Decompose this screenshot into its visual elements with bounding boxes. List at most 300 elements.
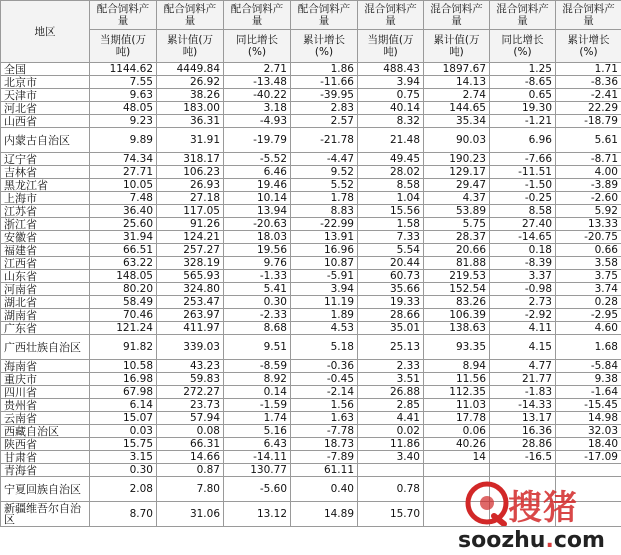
value-cell: 257.27 bbox=[157, 244, 224, 257]
value-cell: 23.73 bbox=[157, 399, 224, 412]
value-cell: 74.34 bbox=[90, 153, 157, 166]
table-row bbox=[1, 464, 621, 477]
value-cell: 63.22 bbox=[90, 257, 157, 270]
value-cell: 318.17 bbox=[157, 153, 224, 166]
value-cell: 18.03 bbox=[224, 231, 291, 244]
value-cell: 21.77 bbox=[490, 373, 556, 386]
value-cell: 28.66 bbox=[358, 309, 424, 322]
value-cell: 8.32 bbox=[358, 115, 424, 128]
value-cell: -21.78 bbox=[291, 128, 358, 153]
value-cell: 40.26 bbox=[424, 438, 490, 451]
value-cell: 19.56 bbox=[224, 244, 291, 257]
value-cell: -3.89 bbox=[556, 179, 621, 192]
value-cell: -2.33 bbox=[224, 309, 291, 322]
value-cell: -1.83 bbox=[490, 386, 556, 399]
value-cell: 10.87 bbox=[291, 257, 358, 270]
value-cell: 565.93 bbox=[157, 270, 224, 283]
group-header: 混合饲料产量 bbox=[424, 1, 490, 30]
value-cell: 80.20 bbox=[90, 283, 157, 296]
region-cell: 上海市 bbox=[1, 192, 90, 205]
value-cell: 58.49 bbox=[90, 296, 157, 309]
value-cell: -20.75 bbox=[556, 231, 621, 244]
value-cell: 7.33 bbox=[358, 231, 424, 244]
value-cell: -0.98 bbox=[490, 283, 556, 296]
value-cell: 0.02 bbox=[358, 425, 424, 438]
value-cell: 16.98 bbox=[90, 373, 157, 386]
metric-header: 当期值(万吨) bbox=[90, 30, 157, 63]
table-body bbox=[1, 63, 621, 527]
value-cell: 59.83 bbox=[157, 373, 224, 386]
value-cell: 25.13 bbox=[358, 335, 424, 360]
value-cell: 3.37 bbox=[490, 270, 556, 283]
value-cell: 61.11 bbox=[291, 464, 358, 477]
value-cell: 0.30 bbox=[90, 464, 157, 477]
header-row-metrics bbox=[1, 30, 621, 63]
value-cell: 6.46 bbox=[224, 166, 291, 179]
value-cell: 9.51 bbox=[224, 335, 291, 360]
value-cell: -2.92 bbox=[490, 309, 556, 322]
value-cell: -5.84 bbox=[556, 360, 621, 373]
value-cell: 106.39 bbox=[424, 309, 490, 322]
value-cell: 18.40 bbox=[556, 438, 621, 451]
value-cell: 8.70 bbox=[90, 502, 157, 527]
table-row bbox=[1, 257, 621, 270]
value-cell: -17.09 bbox=[556, 451, 621, 464]
value-cell: 28.37 bbox=[424, 231, 490, 244]
value-cell: 0.06 bbox=[424, 425, 490, 438]
metric-header: 累计值(万吨) bbox=[424, 30, 490, 63]
table-row bbox=[1, 179, 621, 192]
metric-header: 累计增长(%) bbox=[556, 30, 621, 63]
table-row bbox=[1, 166, 621, 179]
value-cell: 13.91 bbox=[291, 231, 358, 244]
value-cell: 26.88 bbox=[358, 386, 424, 399]
watermark-brand: 搜猪 bbox=[508, 488, 578, 528]
table-row bbox=[1, 153, 621, 166]
value-cell: 5.61 bbox=[556, 128, 621, 153]
value-cell bbox=[490, 477, 556, 502]
value-cell: 29.47 bbox=[424, 179, 490, 192]
region-cell: 江西省 bbox=[1, 257, 90, 270]
value-cell: 4.60 bbox=[556, 322, 621, 335]
table-row bbox=[1, 231, 621, 244]
value-cell bbox=[556, 502, 621, 527]
value-cell: 152.54 bbox=[424, 283, 490, 296]
value-cell: 2.71 bbox=[224, 63, 291, 76]
group-header: 混合饲料产量 bbox=[556, 1, 621, 30]
value-cell: 2.57 bbox=[291, 115, 358, 128]
value-cell: 0.08 bbox=[157, 425, 224, 438]
table-row bbox=[1, 425, 621, 438]
value-cell: -1.33 bbox=[224, 270, 291, 283]
value-cell bbox=[490, 464, 556, 477]
value-cell: 16.96 bbox=[291, 244, 358, 257]
metric-header: 同比增长(%) bbox=[490, 30, 556, 63]
value-cell: 19.33 bbox=[358, 296, 424, 309]
table-row bbox=[1, 218, 621, 231]
group-header: 混合饲料产量 bbox=[358, 1, 424, 30]
value-cell: 20.44 bbox=[358, 257, 424, 270]
value-cell: 130.77 bbox=[224, 464, 291, 477]
value-cell: 8.58 bbox=[490, 205, 556, 218]
value-cell: -1.59 bbox=[224, 399, 291, 412]
value-cell: 3.18 bbox=[224, 102, 291, 115]
region-cell: 全国 bbox=[1, 63, 90, 76]
value-cell: 2.73 bbox=[490, 296, 556, 309]
value-cell: 7.55 bbox=[90, 76, 157, 89]
value-cell: 36.31 bbox=[157, 115, 224, 128]
value-cell: 83.26 bbox=[424, 296, 490, 309]
value-cell: -18.79 bbox=[556, 115, 621, 128]
value-cell: 4.41 bbox=[358, 412, 424, 425]
value-cell bbox=[556, 477, 621, 502]
value-cell: 36.40 bbox=[90, 205, 157, 218]
value-cell: 328.19 bbox=[157, 257, 224, 270]
value-cell bbox=[424, 477, 490, 502]
region-cell: 广东省 bbox=[1, 322, 90, 335]
value-cell: 488.43 bbox=[358, 63, 424, 76]
metric-header: 累计增长(%) bbox=[291, 30, 358, 63]
value-cell: 219.53 bbox=[424, 270, 490, 283]
value-cell: 1.68 bbox=[556, 335, 621, 360]
value-cell: 26.92 bbox=[157, 76, 224, 89]
value-cell: 35.34 bbox=[424, 115, 490, 128]
watermark-url: soozhu.com bbox=[458, 528, 605, 553]
value-cell: -19.79 bbox=[224, 128, 291, 153]
value-cell: 5.54 bbox=[358, 244, 424, 257]
value-cell: 93.35 bbox=[424, 335, 490, 360]
table-row bbox=[1, 270, 621, 283]
value-cell: 106.23 bbox=[157, 166, 224, 179]
value-cell: 4.53 bbox=[291, 322, 358, 335]
region-cell: 吉林省 bbox=[1, 166, 90, 179]
value-cell: -14.33 bbox=[490, 399, 556, 412]
value-cell: 6.14 bbox=[90, 399, 157, 412]
value-cell: 5.92 bbox=[556, 205, 621, 218]
value-cell: 0.28 bbox=[556, 296, 621, 309]
value-cell: 129.17 bbox=[424, 166, 490, 179]
value-cell: 5.75 bbox=[424, 218, 490, 231]
table-row bbox=[1, 477, 621, 502]
value-cell: 339.03 bbox=[157, 335, 224, 360]
value-cell: -7.78 bbox=[291, 425, 358, 438]
value-cell: 1.63 bbox=[291, 412, 358, 425]
value-cell: 43.23 bbox=[157, 360, 224, 373]
value-cell: 10.14 bbox=[224, 192, 291, 205]
value-cell: 11.19 bbox=[291, 296, 358, 309]
value-cell: 263.97 bbox=[157, 309, 224, 322]
value-cell: 3.58 bbox=[556, 257, 621, 270]
value-cell: 57.94 bbox=[157, 412, 224, 425]
region-cell: 四川省 bbox=[1, 386, 90, 399]
value-cell: -0.36 bbox=[291, 360, 358, 373]
value-cell: 124.21 bbox=[157, 231, 224, 244]
table-row bbox=[1, 373, 621, 386]
table-row bbox=[1, 296, 621, 309]
region-cell: 黑龙江省 bbox=[1, 179, 90, 192]
value-cell: 31.06 bbox=[157, 502, 224, 527]
metric-header: 当期值(万吨) bbox=[358, 30, 424, 63]
value-cell: 9.52 bbox=[291, 166, 358, 179]
region-cell: 陕西省 bbox=[1, 438, 90, 451]
value-cell: 2.85 bbox=[358, 399, 424, 412]
table-row bbox=[1, 438, 621, 451]
table-row bbox=[1, 386, 621, 399]
region-cell: 广西壮族自治区 bbox=[1, 335, 90, 360]
region-cell: 云南省 bbox=[1, 412, 90, 425]
value-cell: 2.08 bbox=[90, 477, 157, 502]
value-cell: -39.95 bbox=[291, 89, 358, 102]
value-cell: 1.74 bbox=[224, 412, 291, 425]
value-cell: 15.07 bbox=[90, 412, 157, 425]
value-cell: 6.43 bbox=[224, 438, 291, 451]
value-cell: 1.89 bbox=[291, 309, 358, 322]
value-cell: 4.00 bbox=[556, 166, 621, 179]
value-cell: 17.78 bbox=[424, 412, 490, 425]
value-cell: 0.66 bbox=[556, 244, 621, 257]
value-cell: 48.05 bbox=[90, 102, 157, 115]
value-cell: 14.89 bbox=[291, 502, 358, 527]
group-header: 混合饲料产量 bbox=[490, 1, 556, 30]
table-row bbox=[1, 283, 621, 296]
value-cell: 148.05 bbox=[90, 270, 157, 283]
table-row bbox=[1, 502, 621, 527]
value-cell: 35.01 bbox=[358, 322, 424, 335]
value-cell: 1.56 bbox=[291, 399, 358, 412]
value-cell: -1.50 bbox=[490, 179, 556, 192]
value-cell: 0.78 bbox=[358, 477, 424, 502]
value-cell: 15.75 bbox=[90, 438, 157, 451]
value-cell: -14.65 bbox=[490, 231, 556, 244]
value-cell: 2.33 bbox=[358, 360, 424, 373]
value-cell: 1.25 bbox=[490, 63, 556, 76]
metric-header: 同比增长(%) bbox=[224, 30, 291, 63]
table-row bbox=[1, 115, 621, 128]
value-cell: 66.31 bbox=[157, 438, 224, 451]
value-cell: 2.83 bbox=[291, 102, 358, 115]
value-cell: -8.65 bbox=[490, 76, 556, 89]
value-cell: -2.95 bbox=[556, 309, 621, 322]
value-cell: 0.18 bbox=[490, 244, 556, 257]
value-cell: -15.45 bbox=[556, 399, 621, 412]
value-cell: -2.60 bbox=[556, 192, 621, 205]
table-row bbox=[1, 89, 621, 102]
value-cell: 35.66 bbox=[358, 283, 424, 296]
region-cell: 河北省 bbox=[1, 102, 90, 115]
value-cell: -0.45 bbox=[291, 373, 358, 386]
region-cell: 天津市 bbox=[1, 89, 90, 102]
value-cell: 9.76 bbox=[224, 257, 291, 270]
value-cell: 19.30 bbox=[490, 102, 556, 115]
region-cell: 青海省 bbox=[1, 464, 90, 477]
value-cell: 5.41 bbox=[224, 283, 291, 296]
value-cell: 3.94 bbox=[291, 283, 358, 296]
value-cell: -1.21 bbox=[490, 115, 556, 128]
value-cell: 6.96 bbox=[490, 128, 556, 153]
value-cell: 3.74 bbox=[556, 283, 621, 296]
value-cell: 14 bbox=[424, 451, 490, 464]
value-cell: 27.18 bbox=[157, 192, 224, 205]
value-cell: 9.63 bbox=[90, 89, 157, 102]
value-cell: 11.03 bbox=[424, 399, 490, 412]
value-cell: 10.05 bbox=[90, 179, 157, 192]
group-header: 配合饲料产量 bbox=[157, 1, 224, 30]
value-cell: -8.39 bbox=[490, 257, 556, 270]
value-cell: -16.5 bbox=[490, 451, 556, 464]
table-row bbox=[1, 244, 621, 257]
value-cell: 183.00 bbox=[157, 102, 224, 115]
value-cell: 1897.67 bbox=[424, 63, 490, 76]
value-cell: 14.66 bbox=[157, 451, 224, 464]
region-column-header: 地区 bbox=[1, 1, 90, 63]
value-cell: -5.60 bbox=[224, 477, 291, 502]
region-cell: 宁夏回族自治区 bbox=[1, 477, 90, 502]
group-header: 配合饲料产量 bbox=[90, 1, 157, 30]
value-cell: 4.11 bbox=[490, 322, 556, 335]
value-cell: 13.94 bbox=[224, 205, 291, 218]
value-cell: 11.56 bbox=[424, 373, 490, 386]
value-cell: -14.11 bbox=[224, 451, 291, 464]
value-cell: 10.58 bbox=[90, 360, 157, 373]
value-cell: 28.86 bbox=[490, 438, 556, 451]
region-cell: 北京市 bbox=[1, 76, 90, 89]
value-cell: 8.68 bbox=[224, 322, 291, 335]
region-cell: 海南省 bbox=[1, 360, 90, 373]
region-cell: 内蒙古自治区 bbox=[1, 128, 90, 153]
value-cell: 1.71 bbox=[556, 63, 621, 76]
value-cell: 9.23 bbox=[90, 115, 157, 128]
value-cell: 4.37 bbox=[424, 192, 490, 205]
value-cell: -11.66 bbox=[291, 76, 358, 89]
value-cell: 70.46 bbox=[90, 309, 157, 322]
value-cell: 1.04 bbox=[358, 192, 424, 205]
value-cell: -8.36 bbox=[556, 76, 621, 89]
value-cell: 3.51 bbox=[358, 373, 424, 386]
table-row bbox=[1, 360, 621, 373]
value-cell: 27.71 bbox=[90, 166, 157, 179]
value-cell: 31.91 bbox=[157, 128, 224, 153]
value-cell: 53.89 bbox=[424, 205, 490, 218]
value-cell: 144.65 bbox=[424, 102, 490, 115]
value-cell: 8.83 bbox=[291, 205, 358, 218]
value-cell: -5.52 bbox=[224, 153, 291, 166]
value-cell: 0.87 bbox=[157, 464, 224, 477]
value-cell: 11.86 bbox=[358, 438, 424, 451]
value-cell: 5.52 bbox=[291, 179, 358, 192]
value-cell: 0.14 bbox=[224, 386, 291, 399]
value-cell: 0.40 bbox=[291, 477, 358, 502]
value-cell: 26.93 bbox=[157, 179, 224, 192]
value-cell: 411.97 bbox=[157, 322, 224, 335]
value-cell: 4.77 bbox=[490, 360, 556, 373]
value-cell: -7.66 bbox=[490, 153, 556, 166]
value-cell: 0.03 bbox=[90, 425, 157, 438]
value-cell: -8.71 bbox=[556, 153, 621, 166]
value-cell: 15.56 bbox=[358, 205, 424, 218]
value-cell: -40.22 bbox=[224, 89, 291, 102]
value-cell: 13.12 bbox=[224, 502, 291, 527]
value-cell: 13.17 bbox=[490, 412, 556, 425]
value-cell: -20.63 bbox=[224, 218, 291, 231]
value-cell: 90.03 bbox=[424, 128, 490, 153]
table-row bbox=[1, 63, 621, 76]
region-cell: 重庆市 bbox=[1, 373, 90, 386]
metric-header: 累计值(万吨) bbox=[157, 30, 224, 63]
value-cell: 4.15 bbox=[490, 335, 556, 360]
value-cell: -4.47 bbox=[291, 153, 358, 166]
value-cell: 8.58 bbox=[358, 179, 424, 192]
value-cell: 9.89 bbox=[90, 128, 157, 153]
value-cell: 1.58 bbox=[358, 218, 424, 231]
value-cell: 13.33 bbox=[556, 218, 621, 231]
table-row bbox=[1, 451, 621, 464]
region-cell: 山东省 bbox=[1, 270, 90, 283]
value-cell: 91.26 bbox=[157, 218, 224, 231]
value-cell: 49.45 bbox=[358, 153, 424, 166]
value-cell: 2.74 bbox=[424, 89, 490, 102]
value-cell bbox=[424, 464, 490, 477]
value-cell: 324.80 bbox=[157, 283, 224, 296]
value-cell: 19.46 bbox=[224, 179, 291, 192]
value-cell: 32.03 bbox=[556, 425, 621, 438]
value-cell: 66.51 bbox=[90, 244, 157, 257]
header-row-groups bbox=[1, 1, 621, 30]
value-cell: -0.25 bbox=[490, 192, 556, 205]
table-row bbox=[1, 128, 621, 153]
region-cell: 西藏自治区 bbox=[1, 425, 90, 438]
region-cell: 福建省 bbox=[1, 244, 90, 257]
value-cell: 272.27 bbox=[157, 386, 224, 399]
value-cell: 3.15 bbox=[90, 451, 157, 464]
value-cell: -13.48 bbox=[224, 76, 291, 89]
region-cell: 安徽省 bbox=[1, 231, 90, 244]
value-cell: 21.48 bbox=[358, 128, 424, 153]
value-cell: 14.98 bbox=[556, 412, 621, 425]
value-cell: 1.78 bbox=[291, 192, 358, 205]
value-cell: 138.63 bbox=[424, 322, 490, 335]
value-cell: 16.36 bbox=[490, 425, 556, 438]
value-cell bbox=[358, 464, 424, 477]
table-row bbox=[1, 102, 621, 115]
value-cell: -2.41 bbox=[556, 89, 621, 102]
value-cell: 0.75 bbox=[358, 89, 424, 102]
value-cell: 25.60 bbox=[90, 218, 157, 231]
value-cell: 3.75 bbox=[556, 270, 621, 283]
value-cell: -7.89 bbox=[291, 451, 358, 464]
value-cell: 3.94 bbox=[358, 76, 424, 89]
table-row bbox=[1, 205, 621, 218]
value-cell: 121.24 bbox=[90, 322, 157, 335]
group-header: 配合饲料产量 bbox=[224, 1, 291, 30]
value-cell: -22.99 bbox=[291, 218, 358, 231]
region-cell: 甘肃省 bbox=[1, 451, 90, 464]
region-cell: 山西省 bbox=[1, 115, 90, 128]
value-cell: 190.23 bbox=[424, 153, 490, 166]
value-cell: 117.05 bbox=[157, 205, 224, 218]
value-cell bbox=[490, 502, 556, 527]
value-cell: 8.92 bbox=[224, 373, 291, 386]
value-cell: -11.51 bbox=[490, 166, 556, 179]
table-row bbox=[1, 322, 621, 335]
table-row bbox=[1, 192, 621, 205]
value-cell: 7.48 bbox=[90, 192, 157, 205]
value-cell: 18.73 bbox=[291, 438, 358, 451]
value-cell: -2.14 bbox=[291, 386, 358, 399]
value-cell: 9.38 bbox=[556, 373, 621, 386]
value-cell: 7.80 bbox=[157, 477, 224, 502]
region-cell: 湖北省 bbox=[1, 296, 90, 309]
table-row bbox=[1, 412, 621, 425]
